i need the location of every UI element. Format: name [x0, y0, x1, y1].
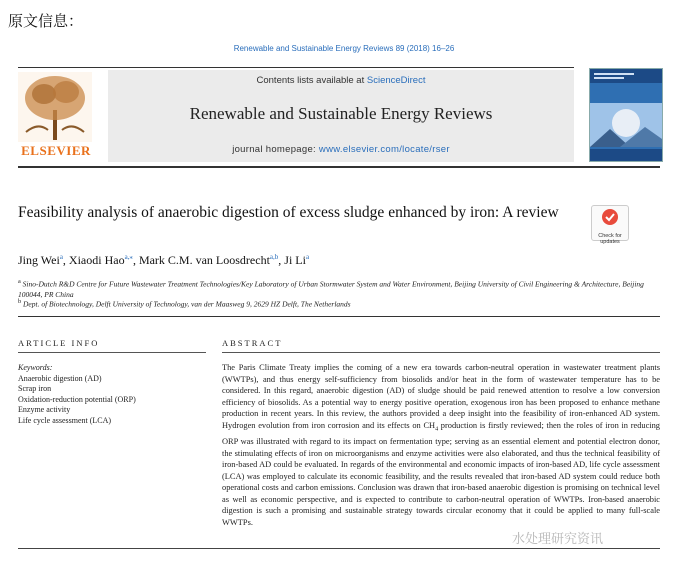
affiliation-text: Dept. of Biotechnology, Delft University of Technology, van der Maasweg 9, 2629 HZ Delft, The Netherlands: [23, 299, 351, 309]
keyword-item: Anaerobic digestion (AD): [18, 374, 102, 383]
divider: [18, 352, 206, 353]
watermark: 水处理研究资讯: [512, 532, 604, 547]
divider: [222, 352, 660, 353]
keyword-list: [18, 374, 136, 426]
homepage-link[interactable]: www.elsevier.com/locate/rser: [318, 144, 450, 155]
author-affiliation-marker[interactable]: a: [59, 253, 63, 261]
author-separator: ,: [278, 253, 285, 267]
divider: [18, 166, 660, 168]
keywords-label: Keywords:: [18, 363, 53, 372]
author-affiliation-marker[interactable]: a,⁎: [124, 253, 133, 261]
journal-cover-image: [589, 68, 663, 162]
contents-prefix: Contents lists available at: [256, 75, 367, 86]
abstract-subscript: 4: [435, 426, 439, 433]
check-updates-label: Check for updates: [598, 233, 622, 245]
author-separator: ,: [62, 253, 69, 267]
check-updates-icon: [592, 206, 628, 228]
abstract-part: The Paris Climate Treaty implies the coming of a new era towards carbon-neutral operation in wastewater treatment plants (WWTPs), and thus energy self-sufficiency from biosolids and/or heat in the form of wastewater temperature has to be considered. In this regard, anaerobic digestion (AD) of sludge should be paid renewed attention to resolve a low conversion efficiency of biosolids. As a potential way to energy positive operation, exogenous iron has been proposed to enhance methane production in recent years. In this review, the authors provided a deep insight into the feasibility of iron-enhanced AD system. Hydrogen evolution from iron corrosion and its effects on CH: [222, 363, 660, 430]
keyword-item: Life cycle assessment (LCA): [18, 415, 112, 425]
author-name[interactable]: Ji Li: [284, 253, 306, 267]
keyword-item: Enzyme activity: [18, 405, 71, 415]
affiliation-marker: a: [18, 278, 21, 285]
divider: [18, 548, 660, 549]
journal-title: Renewable and Sustainable Energy Reviews: [189, 104, 493, 123]
author-separator: ,: [132, 253, 139, 267]
publisher-wordmark: ELSEVIER: [21, 143, 91, 158]
affiliation-text: Sino-Dutch R&D Centre for Future Wastewater Treatment Technologies/Key Laboratory of Urban Stormwater System and Water Environment, Beijing University of Civil Engineering & Architecture, Beijing 100044, PR China: [18, 279, 644, 299]
author-affiliation-marker[interactable]: a,b: [269, 253, 279, 261]
sciencedirect-link[interactable]: ScienceDirect: [366, 75, 426, 86]
author-name[interactable]: Xiaodi Hao: [68, 253, 125, 267]
divider: [18, 67, 574, 68]
author-affiliation-marker[interactable]: a: [305, 253, 310, 261]
contents-line: [108, 75, 574, 86]
affiliation-marker: b: [18, 298, 22, 305]
affiliation-b: [18, 297, 668, 310]
keyword-item: Oxidation-reduction potential (ORP): [18, 394, 136, 404]
abstract-heading: ABSTRACT: [222, 338, 283, 348]
page-label: 原文信息：: [8, 12, 84, 30]
article-title: Feasibility analysis of anaerobic digestion of excess sludge enhanced by iron: A review: [18, 204, 559, 221]
check-for-updates-button[interactable]: [591, 205, 629, 245]
abstract-text: [222, 362, 660, 528]
citation-link[interactable]: Renewable and Sustainable Energy Reviews 89 (2018) 16–26: [233, 44, 455, 53]
article-info-heading: ARTICLE INFO: [18, 338, 100, 348]
homepage-prefix: journal homepage:: [232, 144, 319, 155]
divider: [18, 316, 660, 317]
abstract-part: production is firstly reviewed; then the roles of iron in reducing ORP was illustrated with regard to its impact on fermentation type; serving as an essential element and potential electron donor, the stimulating effects of iron on microorganisms and enzyme activities were also elaborated, and thus the technical feasibility of iron-based AD could be evaluated. In regards of the environmental and economic impacts of iron-based AD, life cycle assessment (LCA) was employed to calculate its economic feasibility, and the results revealed that iron-based AD system could reduce both operational costs and carbon emissions. Conclusion was drawn that iron-based anaerobic digestion is promising on technical level as well as economic perspective, and is expected to contribute to carbon-neutral operation of WWTPs. Iron-based anaerobic digestion is such a promising and sustainable strategy towards circular economy that it could be applied to many full-scale WWTPs.: [222, 420, 660, 527]
author-name[interactable]: Mark C.M. van Loosdrecht: [138, 253, 270, 267]
journal-homepage: [108, 144, 574, 155]
keyword-item: Scrap iron: [18, 384, 52, 394]
author-name[interactable]: Jing Wei: [18, 253, 60, 267]
author-list: [18, 253, 309, 268]
